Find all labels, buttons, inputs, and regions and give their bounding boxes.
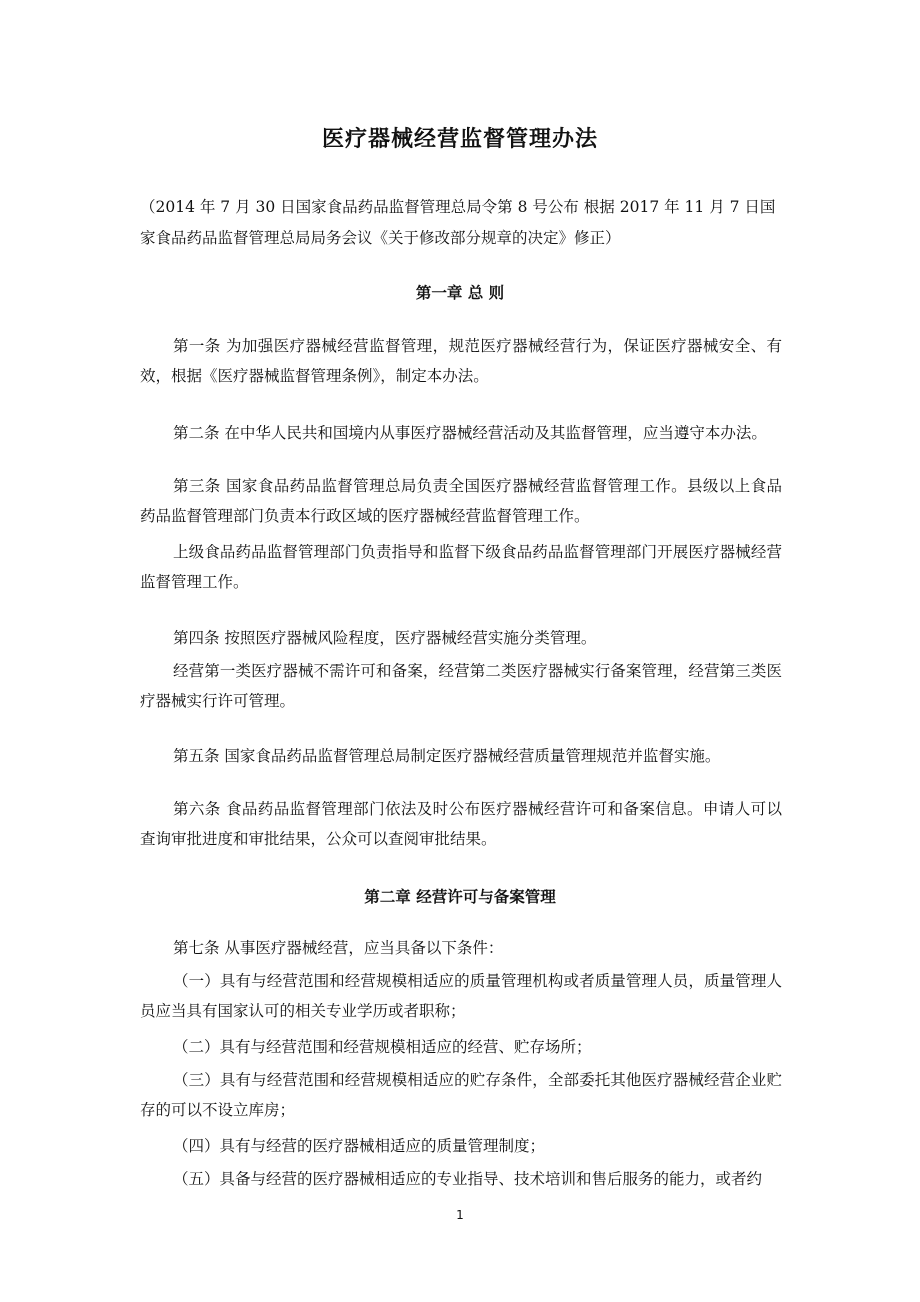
article-paragraph: 经营第一类医疗器械不需许可和备案，经营第二类医疗器械实行备案管理，经营第三类医疗器械实行许可管理。 [140, 662, 782, 710]
article-paragraph: （四）具有与经营的医疗器械相适应的质量管理制度； [173, 1137, 546, 1155]
chapter-heading: 第二章 经营许可与备案管理 [364, 887, 556, 906]
article-paragraph: （二）具有与经营范围和经营规模相适应的经营、贮存场所； [173, 1038, 592, 1056]
article-paragraph: 第六条 食品药品监督管理部门依法及时公布医疗器械经营许可和备案信息。申请人可以查询审批进度和审批结果，公众可以查阅审批结果。 [140, 800, 782, 848]
article-paragraph: （三）具有与经营范围和经营规模相适应的贮存条件，全部委托其他医疗器械经营企业贮存的可以不设立库房； [140, 1071, 782, 1119]
article-paragraph: （五）具备与经营的医疗器械相适应的专业指导、技术培训和售后服务的能力，或者约 [173, 1170, 763, 1188]
page-number: 1 [456, 1208, 464, 1222]
article-paragraph: 上级食品药品监督管理部门负责指导和监督下级食品药品监督管理部门开展医疗器械经营监督管理工作。 [140, 543, 782, 591]
article-paragraph: 第三条 国家食品药品监督管理总局负责全国医疗器械经营监督管理工作。县级以上食品药品监督管理部门负责本行政区域的医疗器械经营监督管理工作。 [140, 477, 782, 525]
chapter-heading: 第一章 总 则 [415, 283, 505, 302]
article-paragraph: 第二条 在中华人民共和国境内从事医疗器械经营活动及其监督管理，应当遵守本办法。 [173, 424, 767, 442]
article-paragraph: 第五条 国家食品药品监督管理总局制定医疗器械经营质量管理规范并监督实施。 [173, 747, 721, 765]
document-title: 医疗器械经营监督管理办法 [321, 126, 598, 152]
article-paragraph: 第四条 按照医疗器械风险程度，医疗器械经营实施分类管理。 [173, 629, 597, 647]
article-paragraph: （一）具有与经营范围和经营规模相适应的质量管理机构或者质量管理人员，质量管理人员应当具有国家认可的相关专业学历或者职称； [140, 972, 782, 1020]
article-paragraph: 第一条 为加强医疗器械经营监督管理，规范医疗器械经营行为，保证医疗器械安全、有效，根据《医疗器械监督管理条例》，制定本办法。 [140, 337, 782, 385]
source-note: （2014 年 7 月 30 日国家食品药品监督管理总局令第 8 号公布 根据 2017 年 11 月 7 日国家食品药品监督管理总局局务会议《关于修改部分规章的决定》修正） [140, 198, 776, 247]
article-paragraph: 第七条 从事医疗器械经营，应当具备以下条件： [173, 939, 504, 957]
